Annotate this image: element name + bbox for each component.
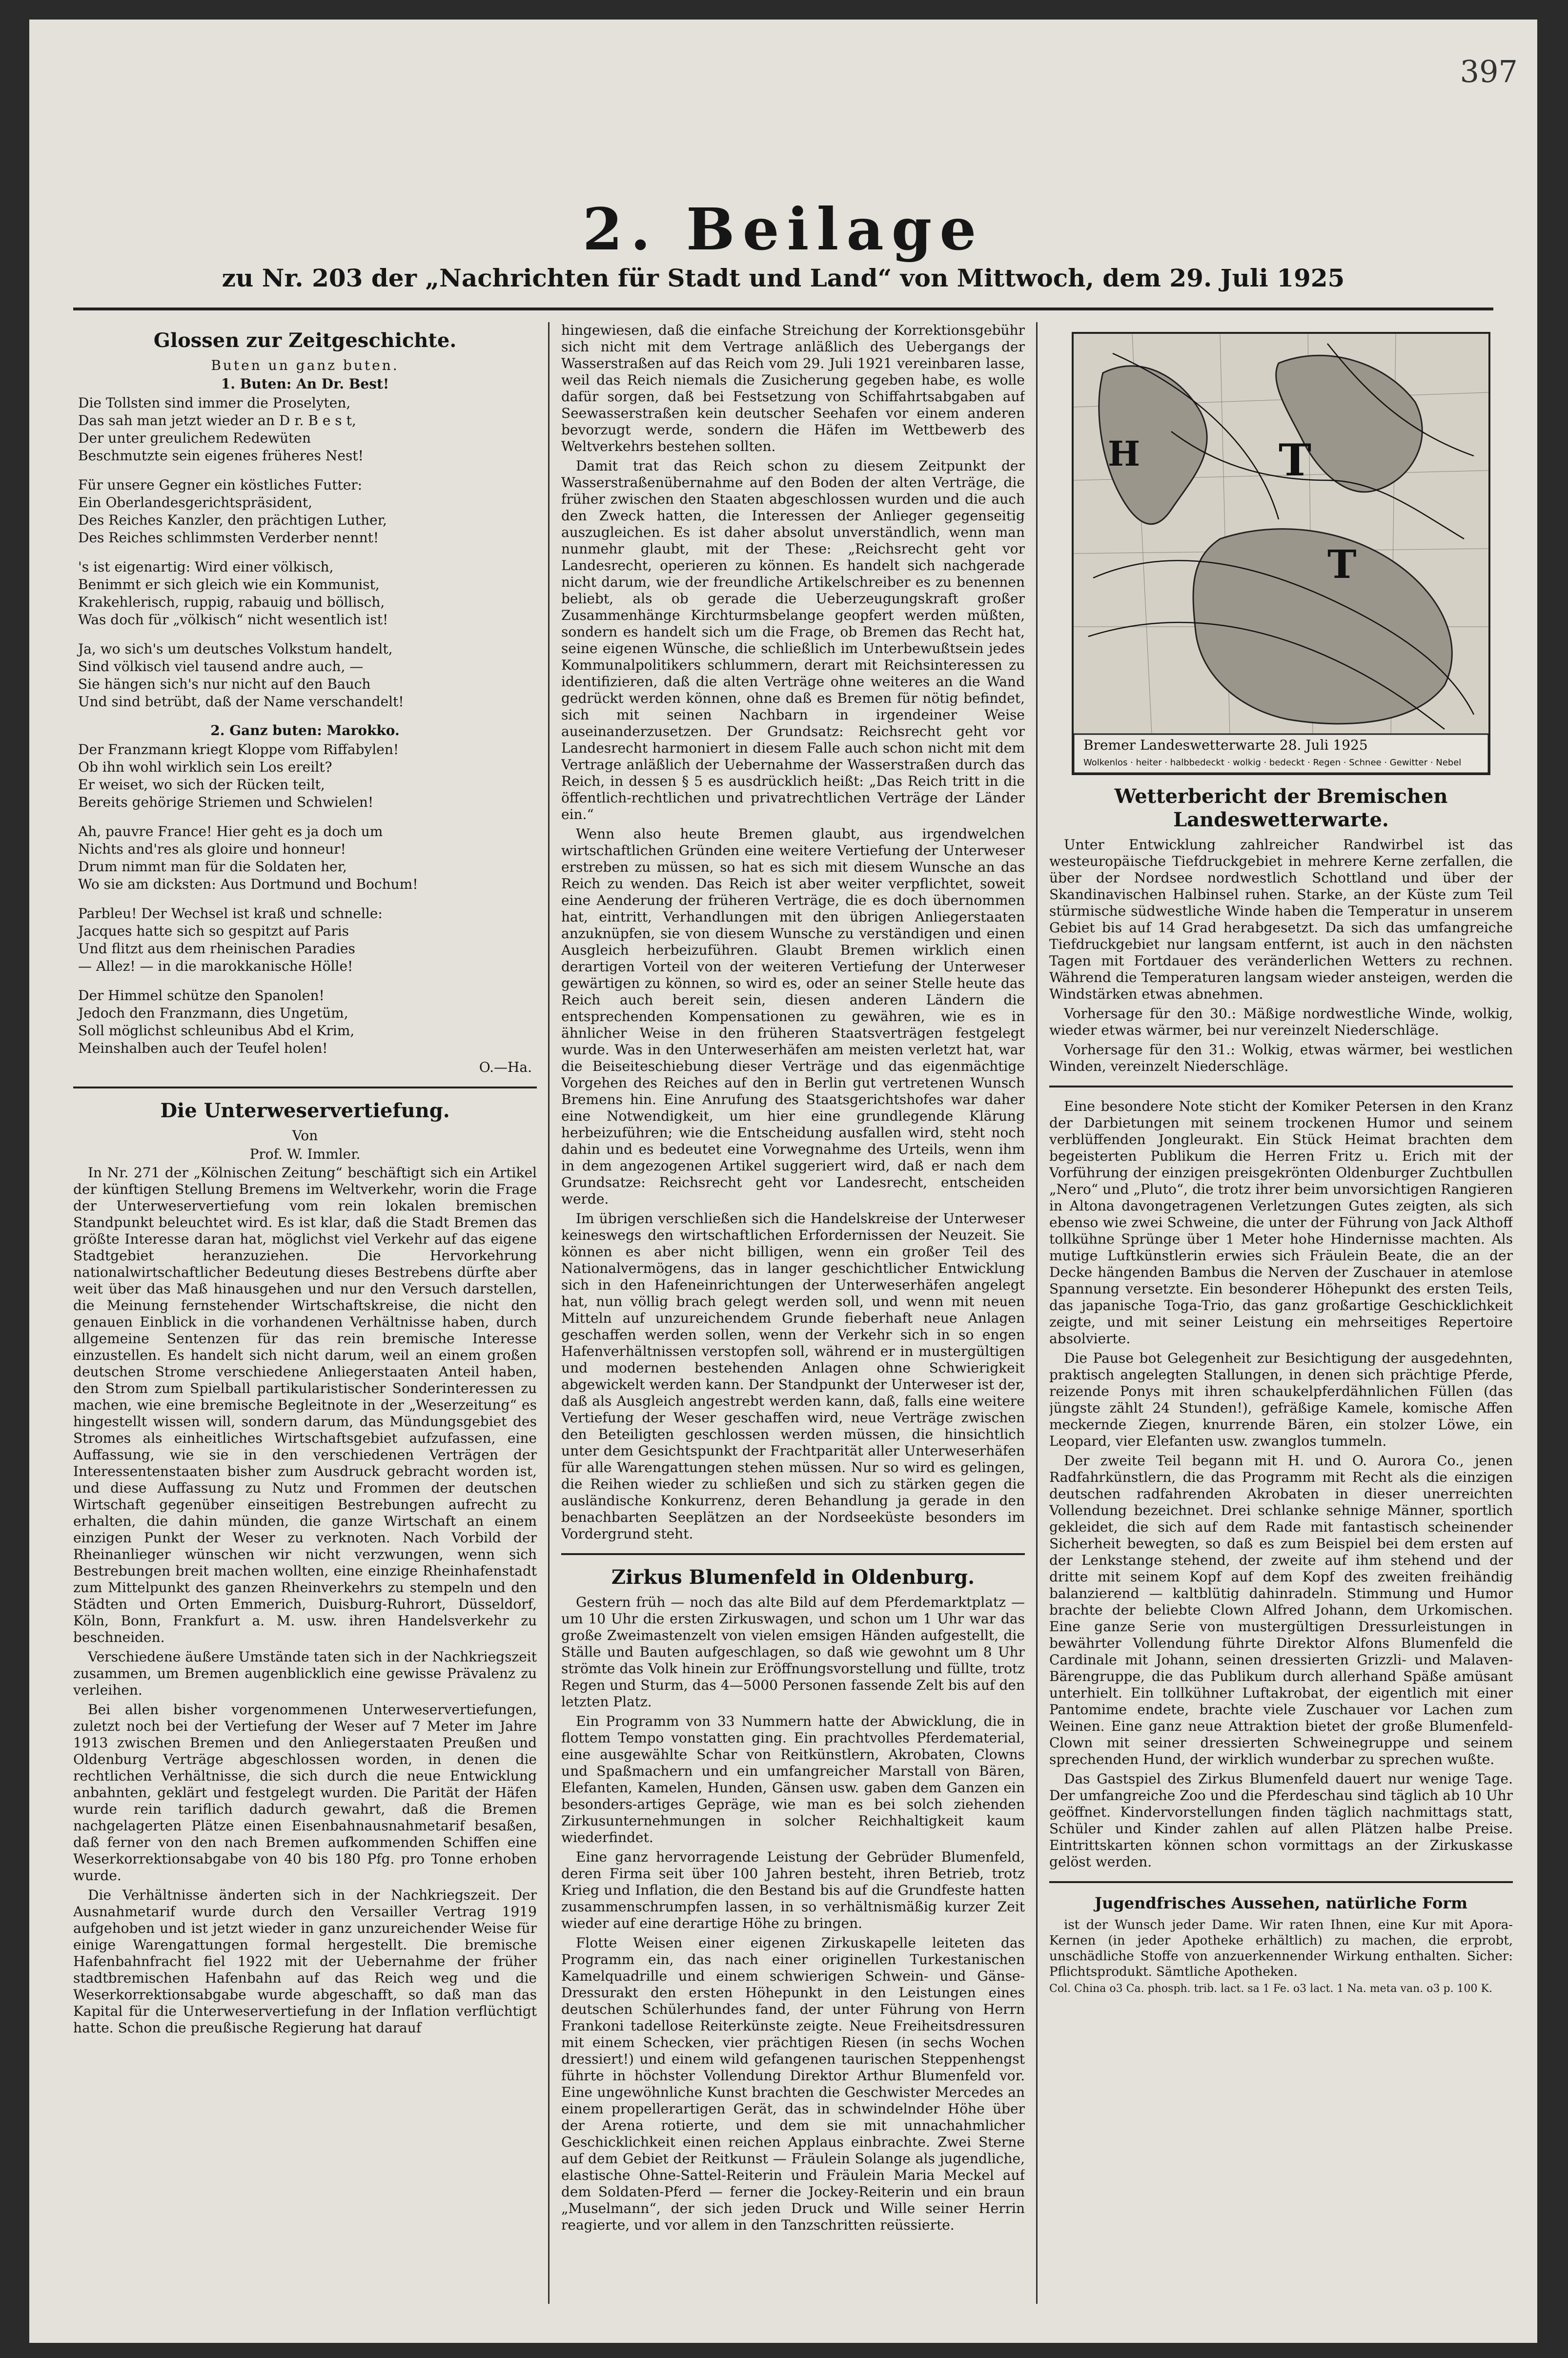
author: Prof. W. Immler. (249, 1146, 361, 1162)
column-1 (73, 322, 537, 2304)
byline: Von (292, 1128, 318, 1144)
glossen-heading: Glossen zur Zeitgeschichte. (153, 329, 457, 352)
advert-formula: Col. China o3 Ca. phosph. trib. lact. sa 1 Fe. o3 lact. 1 Na. meta van. o3 p. 100 K. (1049, 1983, 1492, 1995)
glossen-subheading: Buten un ganz buten. (211, 357, 399, 373)
supplement-subtitle: zu Nr. 203 der „Nachrichten für Stadt und Land“ von Mittwoch, dem 29. Juli 1925 (222, 264, 1345, 292)
weather-map-drawing (1074, 334, 1488, 773)
verse: Ah, pauvre France! Hier geht es ja doch um Nichts and'res als gloire und honneur! Drum nimmt man für die Soldaten her, Wo sie am dicksten: Aus Dortmund und Bochum! (78, 823, 418, 892)
paragraph: Das Gastspiel des Zirkus Blumenfeld dauert nur wenige Tage. Der umfangreiche Zoo und die Pferdeschau sind täglich ab 10 Uhr geöffnet. Kindervorstellungen finden täglich nachmittags statt, Schüler und Kinder zahlen auf allen Plätzen halbe Preise. Eintrittskarten können schon vormittags an der Zirkuskasse gelöst werden. (1049, 1771, 1513, 1870)
column-separator (1036, 322, 1038, 2304)
paragraph: Ein Programm von 33 Nummern hatte der Abwicklung, die in flottem Tempo vonstatten ging. Ein prachtvolles Pferdematerial, eine ausgewählte Schar von Reitkünstlern, Akrobaten, Clowns und Spaßmachern und ein umfangreicher Marstall von Bären, Elefanten, Kamelen, Hunden, Gänsen usw. gaben dem Ganzen ein besonders-artiges Gepräge, wie man es bei solch ziehenden Zirkusunternehmungen in solcher Reichhaltigkeit kaum wiederfindet. (561, 1713, 1025, 1845)
advert-text: ist der Wunsch jeder Dame. Wir raten Ihnen, eine Kur mit Apora-Kernen (in jeder Apotheke erhältlich) zu machen, die erprobt, unschädliche Stoffe von anzuerkennender Wirkung enthalten. Sicher: Pflichtsprodukt. Sämtliche Apotheken. (1049, 1918, 1513, 1979)
newspaper-page (29, 20, 1537, 2343)
forecast-30: Vorhersage für den 30.: Mäßige nordwestliche Winde, wolkig, wieder etwas wärmer, bei nur vereinzelt Niederschläge. (1049, 1005, 1513, 1038)
forecast-31: Vorhersage für den 31.: Wolkig, etwas wärmer, bei westlichen Winden, vereinzelt Niederschläge. (1049, 1042, 1513, 1074)
verse: Parbleu! Der Wechsel ist kraß und schnelle: Jacques hatte sich so gespitzt auf Paris Und flitzt aus dem rheinischen Paradies — Allez! — in die marokkanische Hölle! (78, 905, 383, 974)
article-heading: Die Unterweservertiefung. (160, 1099, 450, 1122)
paragraph: Eine ganz hervorragende Leistung der Gebrüder Blumenfeld, deren Firma seit über 100 Jahren besteht, ihren Betrieb, trotz Krieg und Inflation, die den Bestand bis auf die Grundfeste hatten zusammenschrumpfen lassen, in so verhältnismäßig kurzer Zeit wieder auf eine derartige Höhe zu bringen. (561, 1849, 1025, 1931)
weather-heading: Wetterbericht der Bremischen Landeswetterwarte. (1114, 785, 1448, 831)
supplement-title: 2. Beilage (582, 195, 984, 263)
paragraph: Eine besondere Note sticht der Komiker Petersen in den Kranz der Darbietungen mit seinem trockenen Humor und seinem verblüffenden Jongleurakt. Ein Stück Heimat brachten dem begeisterten Publikum die Herren Fritz u. Erich mit der Vorführung der einzigen preisgekrönten Oldenburger Zuchtbullen „Nero“ und „Pluto“, die trotz ihrer beim unvorsichtigen Rangieren in Altona davongetragenen Verletzungen Gutes zeigten, als sich ebenso wie zwei Schweine, die unter der Führung von Jack Althoff tollkühne Sprünge über 1 Meter hohe Hindernisse machten. Als mutige Luftkünstlerin erwies sich Fräulein Beate, die an der Decke hängenden Bambus die Nerven der Zuschauer in atemlose Spannung versetzte. Ein besonderer Höhepunkt des ersten Teils, das japanische Toga-Trio, das ganz großartige Geschicklichkeit zeigte, und mit seiner Leistung ein mehrseitiges Repertoire absolvierte. (1049, 1098, 1513, 1347)
advert-heading: Jugendfrisches Aussehen, natürliche Form (1095, 1894, 1467, 1912)
paragraph: Die Verhältnisse änderten sich in der Nachkriegszeit. Der Ausnahmetarif wurde durch den Versailler Vertrag 1919 aufgehoben und ist jetzt wieder in ganz unzureichender Weise für einige Warengattungen formal hergestellt. Die bremische Hafenbahnfracht fiel 1922 mit der Uebernahme der früher stadtbremischen Hafenbahn auf das Reich weg und die Weserkorrektionsabgabe wurde abgeschafft, so daß man das Kapital für die Unterweservertiefung in der Inflation verflüchtigt hatte. Schon die preußische Regierung hat darauf (73, 1887, 537, 2036)
section-rule (1049, 1086, 1513, 1087)
paragraph: Unter Entwicklung zahlreicher Randwirbel ist das westeuropäische Tiefdruckgebiet in mehrere Kerne zerfallen, die über der Nordsee nordwestlich Schottland und über der Skandinavischen Halbinsel ruhen. Starke, an der Küste zum Teil stürmische südwestliche Winde haben die Temperatur in unserem Gebiet bis auf 14 Grad herabgesetzt. Da sich das umfangreiche Tiefdruckgebiet nur langsam entfernt, ist auch in den nächsten Tagen mit Fortdauer des veränderlichen Wetters zu rechnen. Während die Temperaturen langsam wieder ansteigen, werden die Windstärken etwas abnehmen. (1049, 837, 1513, 1002)
column-2 (561, 322, 1025, 2304)
weather-map (1072, 332, 1490, 775)
paragraph: Der zweite Teil begann mit H. und O. Aurora Co., jenen Radfahrkünstlern, die das Programm mit Recht als die einzigen deutschen radfahrenden Akrobaten in dieser unerreichten Vollendung bezeichnet. Drei schlanke sehnige Männer, sportlich gekleidet, die sich auf dem Rade mit fantastisch scheinender Sicherheit bewegten, so daß es zum Beispiel bei dem ersten auf der Lenkstange stehend, der zweite auf ihm stehend und der dritte mit seinem Kopf auf dem Kopf des zweiten freihändig balanzierend — kaltblütig dahinradeln. Stimmung und Humor brachte der beliebte Clown Alfred Johann, dem Urkomischen. Eine ganze Serie von mustergültigen Dressurleistungen in bewährter Vollendung führte Direktor Alfons Blumenfeld die Cardinale mit Johann, seinen dressierten Grizzli- und Malaven-Bärengruppe, die das Publikum durch allerhand Späße amüsant unterhielt. Ein tollkühner Luftakrobat, der eigentlich mit einer Pantomime endete, brachte viele Zuschauer vor Lachen zum Weinen. Eine ganz neue Attraktion bietet der große Blumenfeld-Clown mit seiner dressierten Schweinegruppe und seinem sprechenden Hund, der wirklich wunderbar zu sprechen wußte. (1049, 1453, 1513, 1767)
verse: Für unsere Gegner ein köstliches Futter: Ein Oberlandesgerichtspräsident, Des Reiches Kanzler, den prächtigen Luther, Des Reiches schlimmsten Verderber nennt! (78, 477, 387, 546)
paragraph: Bei allen bisher vorgenommenen Unterweservertiefungen, zuletzt noch bei der Vertiefung der Weser auf 7 Meter im Jahre 1913 zwischen Bremen und den Anliegerstaaten Preußen und Oldenburg Verträge abgeschlossen worden, in denen die rechtlichen Verhältnisse, die sich durch die neue Entwicklung anbahnten, geklärt und festgelegt wurden. Die Parität der Häfen wurde rein tariflich dadurch gewahrt, daß die Bremen nachgelagerten Plätze einen Eisenbahnausnahmetarif besaßen, daß ferner von den nach Bremen aufkommenden Schiffen eine Weserkorrektionsabgabe von 40 bis 180 Pfg. pro Tonne erhoben wurde. (73, 1702, 537, 1884)
paragraph: Verschiedene äußere Umstände taten sich in der Nachkriegszeit zusammen, um Bremen augenblicklich eine gewisse Prävalenz zu verleihen. (73, 1649, 537, 1698)
verse: 's ist eigenartig: Wird einer völkisch, Benimmt er sich gleich wie ein Kommunist, Krakehlerisch, ruppig, rabauig und böllisch, Was doch für „völkisch“ nicht wesentlich ist! (78, 559, 388, 628)
paragraph: Damit trat das Reich schon zu diesem Zeitpunkt der Wasserstraßenübernahme auf den Boden der alten Verträge, die früher zwischen den Staaten abgeschlossen wurden und die auch den Zweck hatten, die Interessen der Anlieger gegenseitig auszugleichen. Es ist daher absolut unverständlich, wenn man nunmehr glaubt, mit der These: „Reichsrecht geht vor Landesrecht, operieren zu können. Es handelt sich nachgerade nicht darum, wie der freundliche Artikelschreiber es zu benennen beliebt, als ob gerade die Ueberzeugungskraft großer Zusammenhänge Kirchturmsbelange geopfert werden müßten, sondern es handelt sich um die Frage, ob Bremen das Recht hat, seine eigenen Wünsche, die schließlich im Unterbewußtsein jedes Kommunalpolitikers schlummern, derart mit Reichsinteressen zu identifizieren, daß die alten Verträge ohne weiteres an die Wand gedrückt werden können, ohne daß es Bremen für nötig befindet, sich mit seinen Nachbarn in irgendeiner Weise auseinanderzusetzen. Der Grundsatz: Reichsrecht geht vor Landesrecht harmoniert in diesem Falle auch schon nicht mit dem Vertrage anläßlich der Uebernahme der Wasserstraßen durch das Reich, in dessen § 5 es ausdrücklich heißt: „Das Reich tritt in die öffentlich-rechtlichen und privatrechtlichen Verträge der Länder ein.“ (561, 458, 1025, 822)
map-legend: Wolkenlos · heiter · halbbedeckt · wolkig · bedeckt · Regen · Schnee · Gewitter · Nebel (1083, 758, 1462, 768)
section-rule (73, 1087, 537, 1088)
signature: O.—Ha. (479, 1059, 532, 1075)
map-high-label: H (1108, 433, 1140, 474)
page-number: 397 (1460, 54, 1518, 89)
circus-heading: Zirkus Blumenfeld in Oldenburg. (611, 1566, 975, 1589)
paragraph: Flotte Weisen einer eigenen Zirkuskapelle leiteten das Programm ein, das nach einer originellen Turkestanischen Kamelquadrille und einem schwierigen Schwein- und Gänse-Dressurakt den ersten Höhepunkt in den Leistungen eines deutschen Schülerhundes fand, der unter Führung von Herrn Frankoni tadellose Reiterkünste zeigte. Neue Freiheitsdressuren mit einem Schecken, vier prächtigen Riesen (in sechs Wochen dressiert!) und einem wild gefangenen taurischen Steppenhengst führte in höchster Vollendung Direktor Arthur Blumenfeld vor. Eine ungewöhnliche Kunst brachten die Geschwister Mercedes an einem propellerartigen Gerät, das in schwindelnder Höhe über der Arena rotierte, und dem sie mit unnachahmlicher Geschicklichkeit einen reichen Applaus einbrachte. Zwei Sterne auf dem Gebiet der Reitkunst — Fräulein Solange als jugendliche, elastische Ohne-Sattel-Reiterin und Fräulein Maria Meckel auf dem Soldaten-Pferd — ferner die Jockey-Reiterin und ein braun „Muselmann“, der sich jeden Druck und Wille seiner Herrin reagierte, und vor allem in den Tanzschritten reüssierte. (561, 1935, 1025, 2233)
column-separator (548, 322, 550, 2304)
map-title: Bremer Landeswetterwarte 28. Juli 1925 (1083, 737, 1368, 753)
part1-title: 1. Buten: An Dr. Best! (221, 376, 389, 392)
verse: Ja, wo sich's um deutsches Volkstum handelt, Sind völkisch viel tausend andre auch, — Sie hängen sich's nur nicht auf den Bauch Und sind betrübt, daß der Name verschandelt! (78, 641, 404, 710)
part2-title: 2. Ganz buten: Marokko. (210, 722, 400, 738)
section-rule (561, 1553, 1025, 1555)
paragraph: Die Pause bot Gelegenheit zur Besichtigung der ausgedehnten, praktisch angelegten Stallungen, in denen sich prächtige Pferde, reizende Ponys mit ihren schaukelpferdähnlichen Füllen (das jüngste zählt 24 Stunden!), gefräßige Kamele, komische Affen meckernde Ziegen, knurrende Bären, ein stolzer Löwe, ein Leopard, vier Elefanten usw. zwanglos tummeln. (1049, 1350, 1513, 1449)
column-3 (1049, 322, 1513, 2304)
paragraph: Wenn also heute Bremen glaubt, aus irgendwelchen wirtschaftlichen Gründen eine weitere Vertiefung der Unterweser erstreben zu müssen, so hat es sich mit diesem Wunsche an das Reich zu wenden. Das Reich ist aber weiter verpflichtet, soweit eine Aenderung der früheren Verträge, die es doch übernommen hat, eintritt, Verhandlungen mit den übrigen Anliegerstaaten anzuknüpfen, sie von diesem Wunsche zu verständigen und einen Ausgleich herbeizuführen. Glaubt Bremen wirklich einen derartigen Vorteil von der weiteren Vertiefung der Unterweser gewärtigen zu können, so wird es, oder an seiner Stelle heute das Reich auch bereit sein, diesen anderen Ländern die entsprechenden Kompensationen zu gewähren, wie es in ähnlicher Weise in den früheren Staatsverträgen festgelegt wurde. Was in den Unterweserhäfen am meisten verletzt hat, war die Beiseiteschiebung dieser Verträge und das eigenmächtige Vorgehen des Reiches auf den in Berlin gut vertretenen Wunsch Bremens hin. Eine Anrufung des Staatsgerichtshofes war daher eine Notwendigkeit, um hier eine grundlegende Klärung herbeizuführen; wie die Entscheidung ausfallen wird, steht noch dahin und es bedeutet eine Vorwegnahme des Urteils, wenn ihm in dem angezogenen Artikel suggeriert wird, daß er nach dem Grundsatze: Reichsrecht geht vor Landesrecht, entscheiden werde. (561, 826, 1025, 1207)
paragraph: Im übrigen verschließen sich die Handelskreise der Unterweser keineswegs den wirtschaftlichen Erfordernissen der Neuzeit. Sie können es aber nicht billigen, wenn ein großer Teil des Nationalvermögens, das in langer geschichtlicher Entwicklung sich in den Hafeneinrichtungen der Unterweserhäfen angelegt hat, nun völlig brach gelegt werden soll, und wenn mit neuen Mitteln auf unzureichendem Grunde fieberhaft neue Anlagen geschaffen werden sollen, wenn der Verkehr sich in so engen Hafenverhältnissen verstopfen soll, während er in mustergültigen und modernen bestehenden Anlagen ohne Schwierigkeit abgewickelt werden kann. Der Standpunkt der Unterweser ist der, daß als Ausgleich angestrebt werden kann, daß, falls eine weitere Vertiefung der Weser geschaffen wird, neue Verträge zwischen den Beteiligten geschlossen werden müssen, die hinsichtlich unter dem Gesichtspunkt der Frachtparität aller Unterweserhäfen für alle Warengattungen stehen müssen. Nur so wird es gelingen, die Reihen wieder zu schließen und sich zu stärken gegen die ausländische Konkurrenz, deren Behandlung ja gerade in den benachbarten Seeplätzen an der Nordseeküste besonders im Vordergrund steht. (561, 1210, 1025, 1542)
verse: Der Franzmann kriegt Kloppe vom Riffabylen! Ob ihn wohl wirklich sein Los ereilt? Er weiset, wo sich der Rücken teilt, Bereits gehörige Striemen und Schwielen! (78, 741, 399, 810)
verse: Der Himmel schütze den Spanolen! Jedoch den Franzmann, dies Ungetüm, Soll möglichst schleunibus Abd el Krim, Meinshalben auch der Teufel holen! (78, 987, 355, 1056)
verse: Die Tollsten sind immer die Proselyten, Das sah man jetzt wieder an D r. B e s t, Der unter greulichem Redewüten Beschmutzte sein eigenes früheres Nest! (78, 395, 364, 464)
header-rule (73, 308, 1493, 310)
paragraph: Gestern früh — noch das alte Bild auf dem Pferdemarktplatz — um 10 Uhr die ersten Zirkuswagen, und schon um 1 Uhr war das große Zweimastenzelt von vielen emsigen Händen aufgestellt, die Ställe und Bauten aufgeschlagen, so daß wie gewohnt um 8 Uhr strömte das Volk hinein zur Eröffnungsvorstellung und füllte, trotz Regen und Sturm, das 4—5000 Personen fassende Zelt bis auf den letzten Platz. (561, 1594, 1025, 1710)
paragraph: In Nr. 271 der „Kölnischen Zeitung“ beschäftigt sich ein Artikel der künftigen Stellung Bremens im Weltverkehr, worin die Frage der Unterweservertiefung vom rein lokalen bremischen Standpunkt beleuchtet wird. Es ist klar, daß die Stadt Bremen das größte Interesse daran hat, möglichst viel Verkehr auf das eigene Stadtgebiet heranzuziehen. Die Hervorkehrung nationalwirtschaftlicher Bedeutung dieses Bestrebens dürfte aber weit über das Maß hinausgehen und nur den Versuch darstellen, die Meinung fernstehender Wirtschaftskreise, die nicht den genauen Einblick in die vorhandenen Verhältnisse haben, durch allgemeine Sentenzen für das rein bremische Interesse einzustellen. Es handelt sich nicht darum, weil an einem großen deutschen Strome verschiedene Anliegerstaaten Anteil haben, den Strom zum Spielball partikularistischer Sonderinteressen zu machen, wie eine bremische Begleitnote in der „Weserzeitung“ es hingestellt wissen will, sondern darum, das Mündungsgebiet des Stromes als einheitliches Wirtschaftsgebiet aufzufassen, eine Auffassung, wie sie in den verschiedenen Verträgen der Interessentenstaaten bisher zum Ausdruck gebracht worden ist, und diese Auffassung zu Nutz und Frommen der deutschen Wirtschaft gegenüber einseitigen Bestrebungen aufrecht zu erhalten, die dahin münden, die ganze Wirtschaft an einem einzigen Punkt der Weser zu verknoten. Nach Vorbild der Rheinanlieger wünschen wir nicht verzwungen, wenn sich Bestrebungen breit machen wollten, eine einzige Rheinhafenstadt zum Mittelpunkt des ganzen Rheinverkehrs zu stempeln und den Städten und Orten Emmerich, Duisburg-Ruhrort, Düsseldorf, Köln, Bonn, Frankfurt a. M. usw. ihren Handelsverkehr zu beschneiden. (73, 1165, 537, 1645)
map-low-label: T (1279, 434, 1311, 486)
section-rule (1049, 1881, 1513, 1883)
map-low-label: T (1327, 541, 1357, 587)
paragraph: hingewiesen, daß die einfache Streichung der Korrektionsgebühr sich nicht mit dem Vertrage anläßlich des Uebergangs der Wasserstraßen auf das Reich vom 29. Juli 1921 vereinbaren lasse, weil das Reich niemals die Zusicherung gegeben habe, es wolle dafür sorgen, daß bei Festsetzung von Schiffahrtsabgaben auf Seewasserstraßen kein deutscher Seehafen vor einem anderen bevorzugt werde, sondern die Häfen im Wettbewerb des Weltverkehrs bestehen sollten. (561, 322, 1025, 454)
